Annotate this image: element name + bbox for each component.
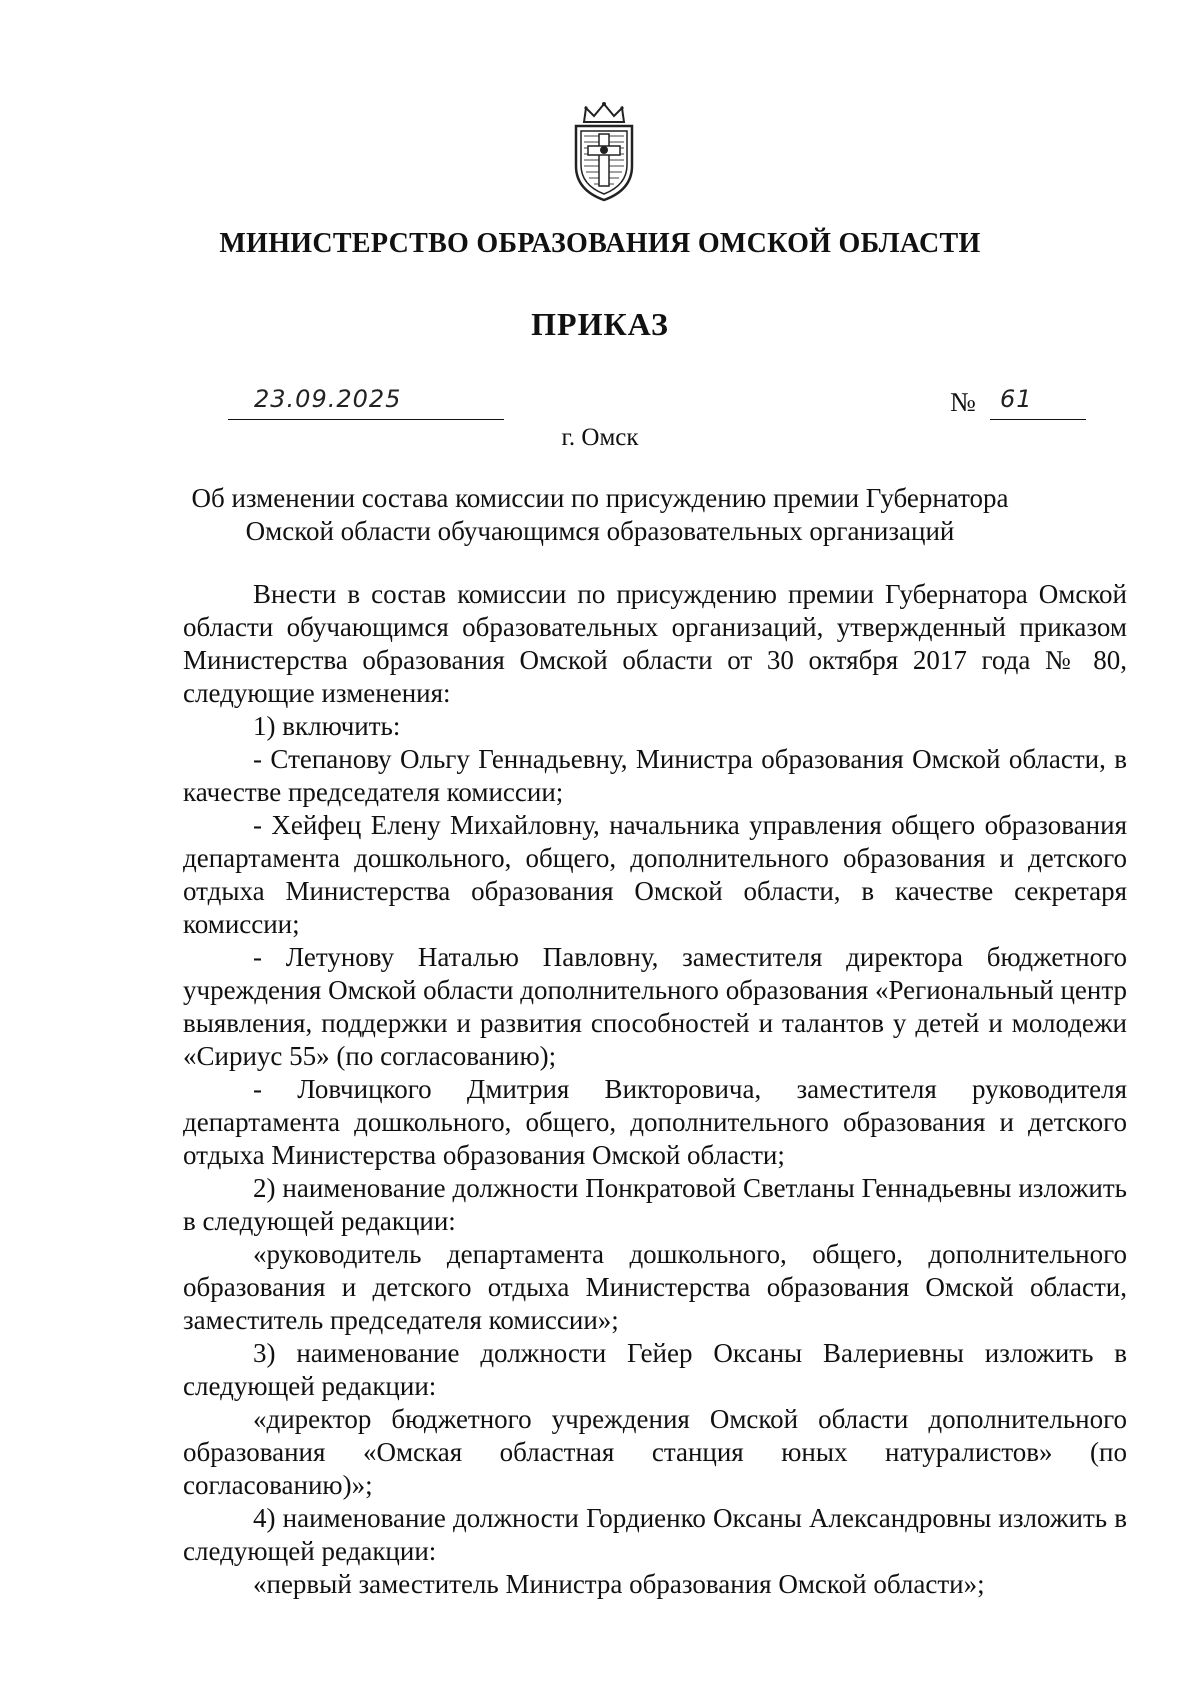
paragraph-intro: Внести в состав комиссии по присуждению премии Губернатора Омской области обучающимся образовательных организаций, утвержденный приказом Министерства образования Омской области от 30 октября 2017 года № 80, следующие изменения: bbox=[183, 579, 1127, 708]
subject-line-2: Омской области обучающимся образовательных организаций bbox=[245, 516, 955, 546]
paragraph-heifets: - Хейфец Елену Михайловну, начальника управления общего образования департамента дошкольного, общего, дополнительного образования и детского отдыха Министерства образования Омской области, в качестве секретаря комиссии; bbox=[183, 810, 1127, 939]
paragraph-item-2: 2) наименование должности Понкратовой Светланы Геннадьевны изложить в следующей редакции: bbox=[183, 1173, 1127, 1236]
ministry-heading: МИНИСТЕРСТВО ОБРАЗОВАНИЯ ОМСКОЙ ОБЛАСТИ bbox=[219, 228, 981, 259]
subject-line-1: Об изменении состава комиссии по присуждению премии Губернатора bbox=[191, 483, 1009, 513]
number-sign: № bbox=[950, 387, 976, 417]
paragraph-item-2-text: «руководитель департамента дошкольного, общего, дополнительного образования и детского отдыха Министерства образования Омской области, заместитель председателя комиссии»; bbox=[183, 1239, 1127, 1335]
order-subject bbox=[170, 482, 1030, 548]
date-field bbox=[228, 383, 504, 420]
paragraph-stepanova: - Степанову Ольгу Геннадьевну, Министра образования Омской области, в качестве председателя комиссии; bbox=[183, 744, 1127, 807]
paragraph-lovchitsky: - Ловчицкого Дмитрия Викторовича, заместителя руководителя департамента дошкольного, общего, дополнительного образования и детского отдыха Министерства образования Омской области; bbox=[183, 1074, 1127, 1170]
paragraph-item-1: 1) включить: bbox=[253, 711, 401, 741]
paragraph-item-4: 4) наименование должности Гордиенко Оксаны Александровны изложить в следующей редакции: bbox=[183, 1503, 1127, 1566]
omsk-coat-of-arms-icon bbox=[566, 100, 642, 204]
paragraph-item-4-text: «первый заместитель Министра образования Омской области»; bbox=[253, 1569, 985, 1599]
paragraph-letunova: - Летунову Наталью Павловну, заместителя директора бюджетного учреждения Омской области дополнительного образования «Региональный центр выявления, поддержки и развития способностей и талантов у детей и молодежи «Сириус 55» (по согласованию); bbox=[183, 942, 1127, 1071]
city-label: г. Омск bbox=[561, 424, 639, 451]
paragraph-item-3: 3) наименование должности Гейер Оксаны Валериевны изложить в следующей редакции: bbox=[183, 1338, 1127, 1401]
order-body bbox=[183, 578, 1127, 1601]
number-field bbox=[950, 383, 1086, 419]
order-date: 23.09.2025 bbox=[254, 385, 402, 413]
order-number: 61 bbox=[1000, 385, 1033, 413]
paragraph-item-3-text: «директор бюджетного учреждения Омской области дополнительного образования «Омская областная станция юных натуралистов» (по согласованию)»; bbox=[183, 1404, 1127, 1500]
number-underline bbox=[990, 383, 1086, 420]
document-title: ПРИКАЗ bbox=[531, 306, 669, 342]
